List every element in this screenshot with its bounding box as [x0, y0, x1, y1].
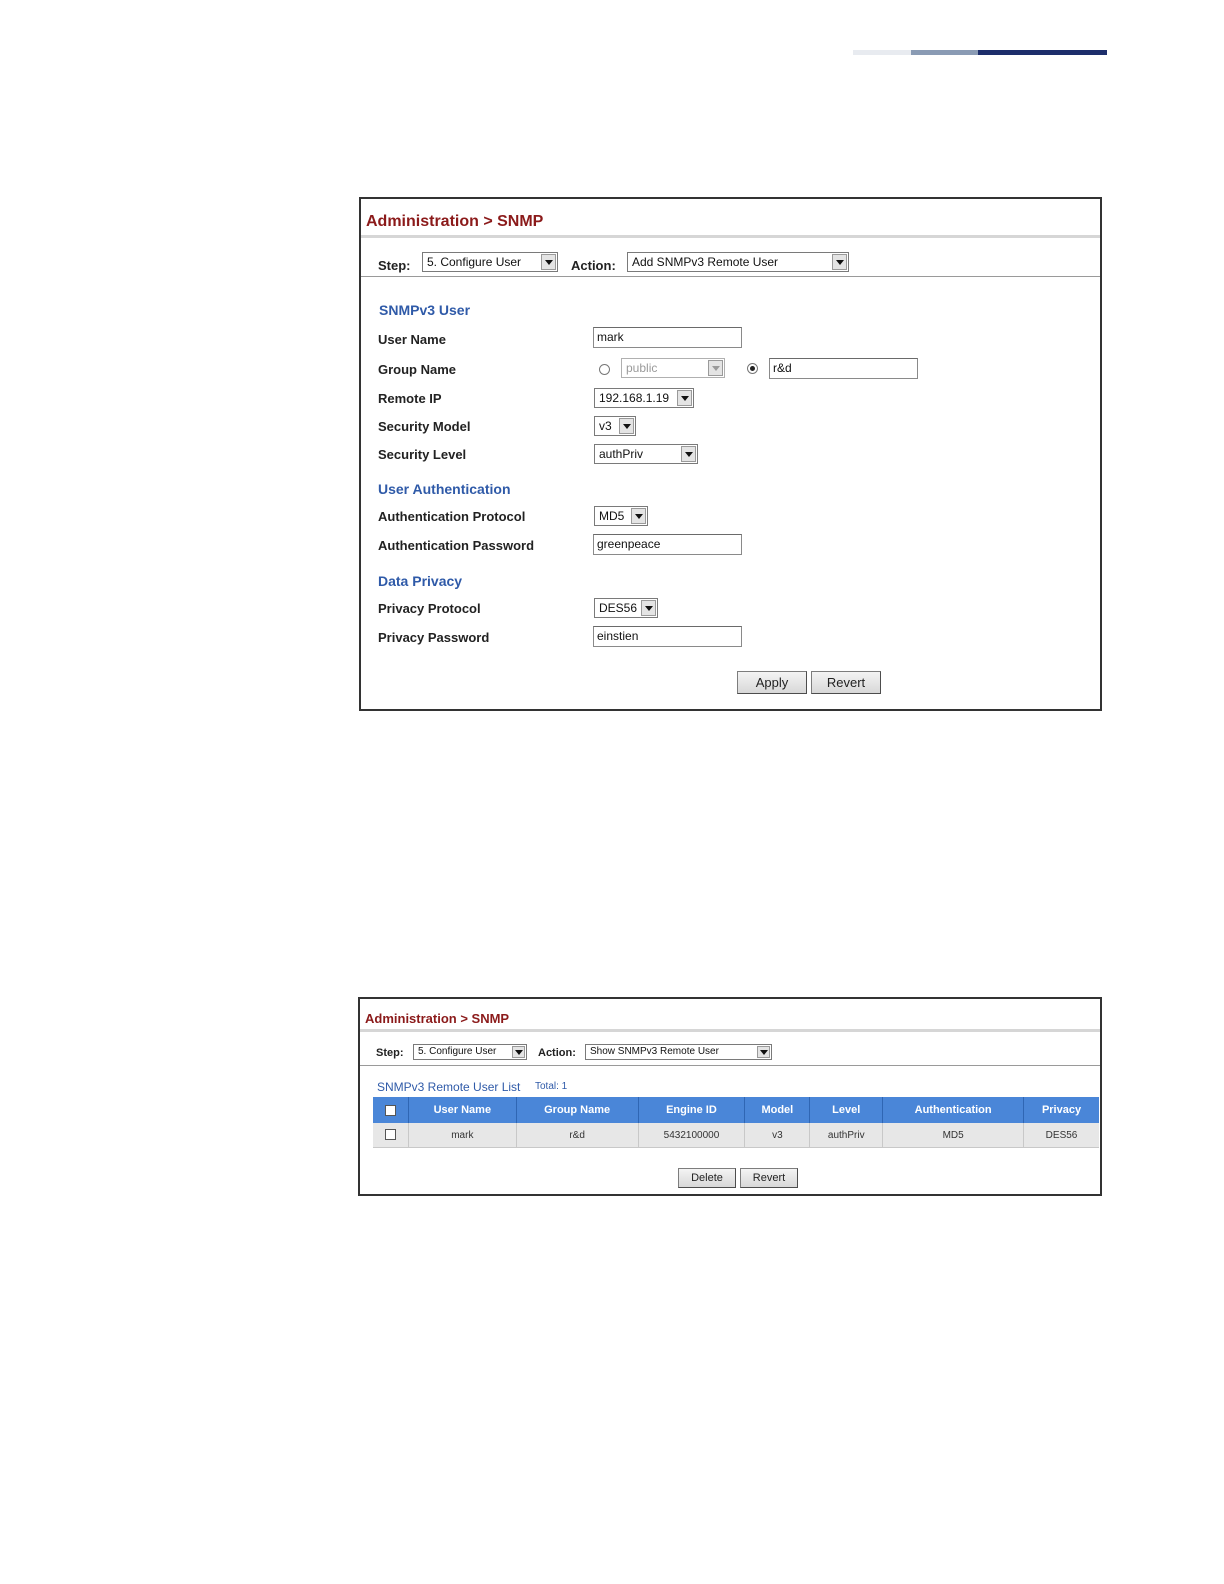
chevron-down-icon[interactable] — [757, 1046, 770, 1058]
table-row — [373, 1123, 1099, 1148]
auth-protocol-value: MD5 — [599, 509, 625, 523]
cell-user-name: mark — [408, 1123, 516, 1148]
auth-protocol-select[interactable] — [594, 506, 648, 526]
title-divider — [361, 235, 1100, 238]
step-select-value: 5. Configure User — [427, 255, 522, 269]
step-select[interactable] — [422, 252, 558, 272]
toolbar-divider — [360, 1065, 1100, 1066]
chevron-down-icon[interactable] — [708, 360, 723, 376]
chevron-down-icon[interactable] — [832, 254, 847, 270]
section-snmpv3-user: SNMPv3 User — [379, 302, 471, 318]
remote-ip-value: 192.168.1.19 — [599, 391, 670, 405]
group-name-input[interactable]: r&d — [769, 358, 918, 379]
user-list-title: SNMPv3 Remote User List — [377, 1080, 521, 1094]
col-model[interactable]: Model — [745, 1097, 810, 1123]
privacy-protocol-select[interactable] — [594, 598, 658, 618]
select-all-checkbox[interactable] — [385, 1105, 396, 1116]
cell-group-name: r&d — [516, 1123, 638, 1148]
revert-button[interactable]: Revert — [811, 671, 881, 694]
chevron-down-icon[interactable] — [631, 508, 646, 524]
revert-button[interactable]: Revert — [740, 1168, 798, 1188]
auth-password-input[interactable]: greenpeace — [593, 534, 742, 555]
privacy-protocol-label: Privacy Protocol — [378, 601, 481, 616]
user-name-input[interactable]: mark — [593, 327, 742, 348]
group-select-radio[interactable] — [599, 364, 610, 375]
action-label: Action: — [538, 1047, 576, 1059]
cell-engine-id: 5432100000 — [638, 1123, 745, 1148]
user-name-label: User Name — [378, 332, 446, 347]
show-snmpv3-remote-user-panel — [358, 997, 1102, 1196]
privacy-password-label: Privacy Password — [378, 630, 490, 645]
toolbar-divider — [361, 276, 1100, 277]
col-group-name[interactable]: Group Name — [516, 1097, 638, 1123]
row-checkbox[interactable] — [385, 1129, 396, 1140]
step-label: Step: — [376, 1047, 404, 1059]
table-header-row — [373, 1097, 1099, 1123]
security-level-label: Security Level — [378, 447, 467, 462]
step-select[interactable] — [413, 1044, 527, 1060]
auth-password-label: Authentication Password — [378, 538, 535, 553]
step-select-value: 5. Configure User — [418, 1046, 497, 1057]
cell-model: v3 — [745, 1123, 810, 1148]
chevron-down-icon[interactable] — [619, 418, 634, 434]
cell-authentication: MD5 — [883, 1123, 1024, 1148]
chevron-down-icon[interactable] — [677, 390, 692, 406]
action-label: Action: — [571, 258, 616, 273]
select-all-header — [373, 1097, 408, 1123]
apply-button[interactable]: Apply — [737, 671, 807, 694]
security-model-select[interactable] — [594, 416, 636, 436]
col-user-name[interactable]: User Name — [408, 1097, 516, 1123]
chevron-down-icon[interactable] — [512, 1046, 525, 1058]
page-title: Administration > SNMP — [365, 1011, 510, 1026]
cell-privacy: DES56 — [1024, 1123, 1099, 1148]
remote-ip-label: Remote IP — [378, 391, 442, 406]
remote-ip-select[interactable] — [594, 388, 694, 408]
step-label: Step: — [378, 258, 411, 273]
col-engine-id[interactable]: Engine ID — [638, 1097, 745, 1123]
chevron-down-icon[interactable] — [541, 254, 556, 270]
security-level-select[interactable] — [594, 444, 698, 464]
header-bar-light — [853, 50, 911, 55]
security-level-value: authPriv — [599, 447, 644, 461]
group-select-value: public — [626, 361, 658, 375]
header-bar-dark — [978, 50, 1107, 55]
chevron-down-icon[interactable] — [681, 446, 696, 462]
action-select-value: Add SNMPv3 Remote User — [632, 255, 779, 269]
group-name-select[interactable] — [621, 358, 725, 378]
privacy-protocol-value: DES56 — [599, 601, 638, 615]
cell-level: authPriv — [810, 1123, 883, 1148]
privacy-password-input[interactable]: einstien — [593, 626, 742, 647]
page-title: Administration > SNMP — [366, 213, 544, 230]
row-select-cell — [373, 1123, 408, 1148]
user-list-table — [373, 1097, 1099, 1148]
total-count: Total: 1 — [535, 1081, 568, 1092]
add-snmpv3-remote-user-panel — [359, 197, 1102, 711]
col-privacy[interactable]: Privacy — [1024, 1097, 1099, 1123]
title-divider — [360, 1029, 1100, 1032]
action-select[interactable] — [585, 1044, 772, 1060]
col-authentication[interactable]: Authentication — [883, 1097, 1024, 1123]
col-level[interactable]: Level — [810, 1097, 883, 1123]
delete-button[interactable]: Delete — [678, 1168, 736, 1188]
section-user-authentication: User Authentication — [378, 481, 511, 497]
group-text-radio[interactable] — [747, 363, 758, 374]
group-name-label: Group Name — [378, 362, 457, 377]
auth-protocol-label: Authentication Protocol — [378, 509, 526, 524]
action-select[interactable] — [627, 252, 849, 272]
action-select-value: Show SNMPv3 Remote User — [590, 1046, 719, 1057]
chevron-down-icon[interactable] — [641, 600, 656, 616]
header-bar-mid — [911, 50, 978, 55]
security-model-value: v3 — [599, 419, 612, 433]
security-model-label: Security Model — [378, 419, 471, 434]
section-data-privacy: Data Privacy — [378, 573, 463, 589]
